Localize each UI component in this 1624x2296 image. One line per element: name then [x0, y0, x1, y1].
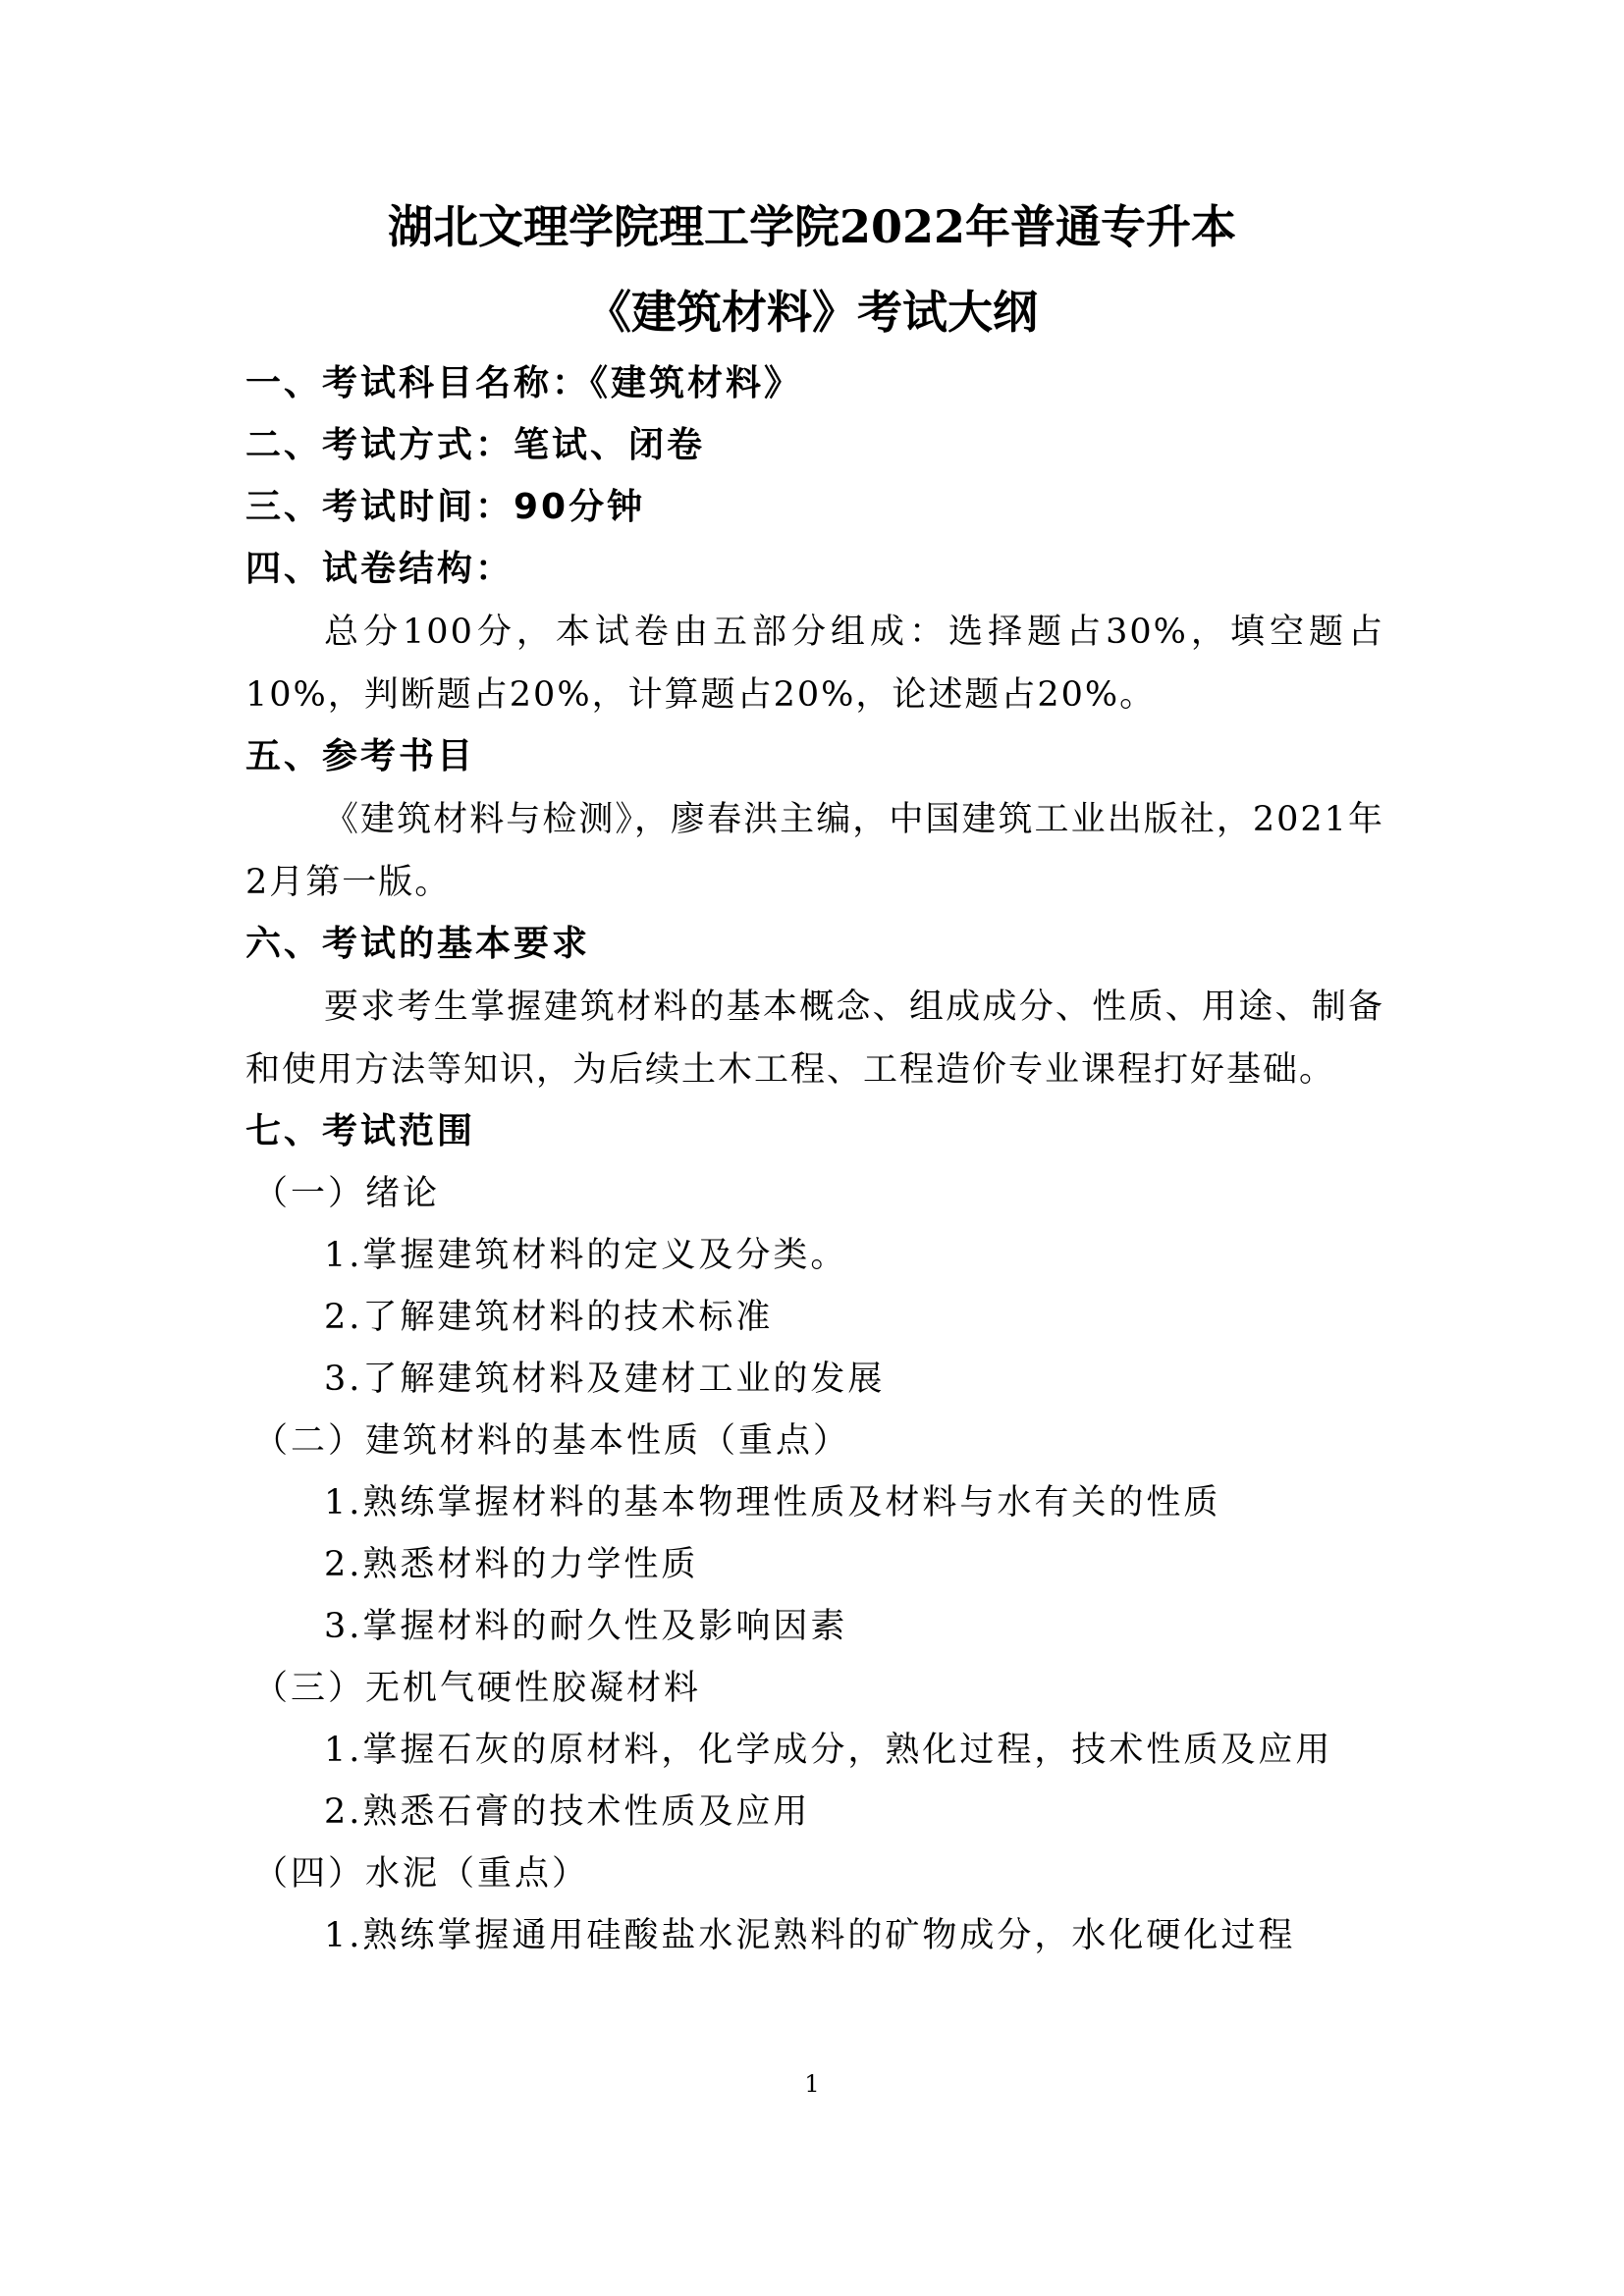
scope-chapter-3: （三）无机气硬性胶凝材料 — [253, 1669, 702, 1708]
scope-item: 2.了解建筑材料的技术标准 — [324, 1298, 774, 1337]
document-title-line2: 《建筑材料》考试大纲 — [586, 286, 1038, 339]
scope-item: 1.掌握建筑材料的定义及分类。 — [324, 1236, 848, 1275]
scope-item: 1.熟练掌握通用硅酸盐水泥熟料的矿物成分，水化硬化过程 — [324, 1916, 1296, 1955]
section-heading-6: 六、考试的基本要求 — [245, 924, 591, 964]
section-heading-2: 二、考试方式：笔试、闭卷 — [245, 425, 706, 465]
scope-chapter-2: （二）建筑材料的基本性质（重点） — [253, 1421, 851, 1461]
document-title-line1: 湖北文理学院理工学院2022年普通专升本 — [387, 200, 1237, 253]
section-heading-7: 七、考试范围 — [245, 1111, 476, 1151]
scope-chapter-1: （一）绪论 — [253, 1174, 441, 1213]
section-heading-4: 四、试卷结构： — [245, 549, 514, 589]
scope-item: 2.熟悉材料的力学性质 — [324, 1545, 699, 1584]
scope-chapter-4: （四）水泥（重点） — [253, 1854, 590, 1894]
scope-item: 2.熟悉石膏的技术性质及应用 — [324, 1792, 811, 1832]
page-number: 1 — [804, 2070, 820, 2098]
scope-item: 3.了解建筑材料及建材工业的发展 — [324, 1360, 886, 1399]
section-heading-3: 三、考试时间：90分钟 — [245, 487, 646, 527]
section-heading-1: 一、考试科目名称：《建筑材料》 — [245, 363, 803, 403]
scope-item: 1.熟练掌握材料的基本物理性质及材料与水有关的性质 — [324, 1483, 1221, 1522]
scope-item: 1.掌握石灰的原材料，化学成分，熟化过程，技术性质及应用 — [324, 1731, 1333, 1770]
section-heading-5: 五、参考书目 — [245, 736, 476, 776]
scope-item: 3.掌握材料的耐久性及影响因素 — [324, 1607, 848, 1646]
reference-book-paragraph: 《建筑材料与检测》，廖春洪主编，中国建筑工业出版社，2021年2月第一版。 — [245, 800, 1384, 902]
basic-requirements-paragraph: 要求考生掌握建筑材料的基本概念、组成成分、性质、用途、制备和使用方法等知识，为后续土木工程、工程造价专业课程打好基础。 — [245, 988, 1384, 1090]
exam-structure-paragraph: 总分100分，本试卷由五部分组成：选择题占30%，填空题占10%，判断题占20%，计算题占20%，论述题占20%。 — [245, 613, 1384, 715]
